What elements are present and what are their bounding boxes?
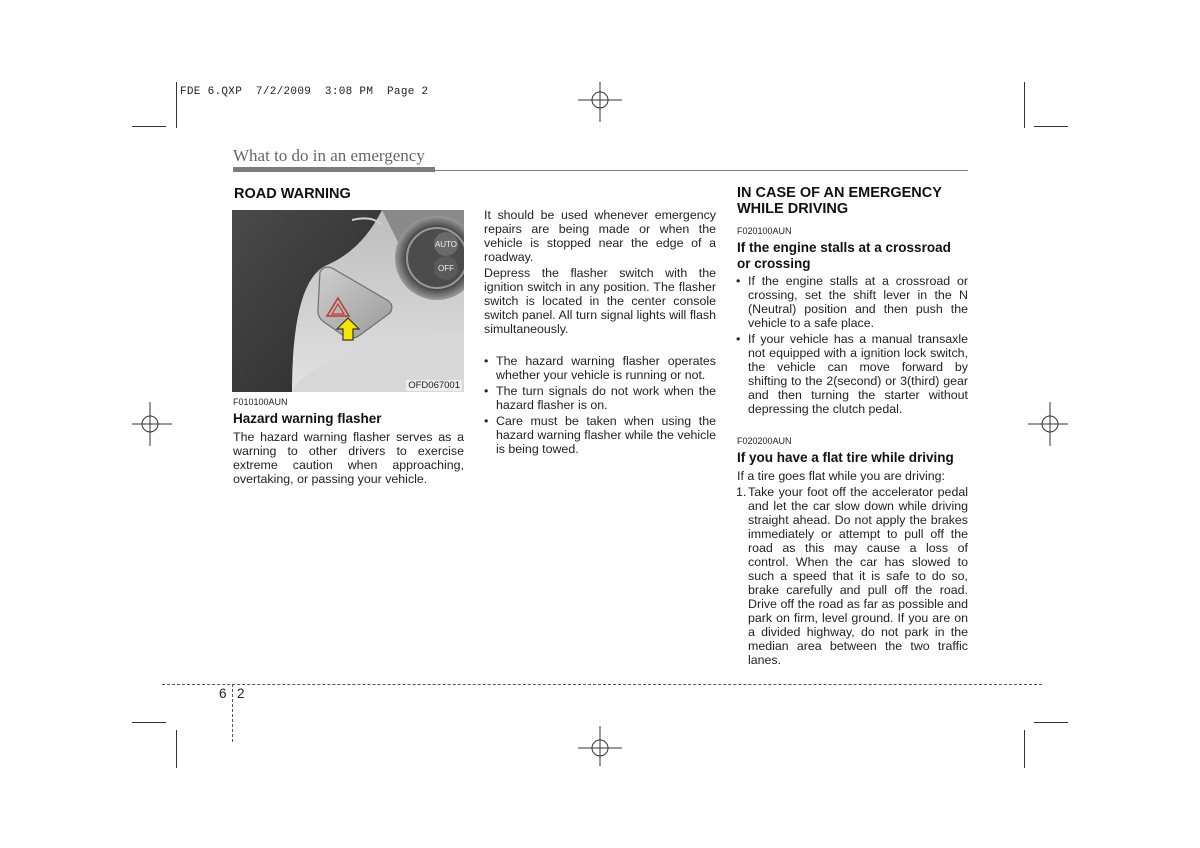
flat-tire-steps [736, 485, 968, 667]
road-warning-heading: ROAD WARNING [234, 186, 351, 202]
registration-mark-icon [1028, 402, 1072, 446]
hazard-switch-photo [232, 210, 464, 392]
hazard-switch-illustration [232, 210, 464, 392]
crop-mark [132, 722, 166, 723]
list-item: • The hazard warning flasher operates whether your vehicle is running or not. [484, 354, 716, 382]
hazard-flasher-paragraph: The hazard warning flasher serves as a warning to other drivers to exercise extreme caution when approaching, overtaking, or passing your vehicle. [233, 430, 464, 486]
list-item [736, 485, 968, 667]
crop-mark [176, 82, 177, 128]
engine-stalls-heading [737, 240, 951, 272]
crop-mark [1024, 82, 1025, 128]
crop-mark [1034, 126, 1068, 127]
list-item: • Care must be taken when using the hazard warning flasher while the vehicle is being towed. [484, 414, 716, 456]
image-code: OFD067001 [408, 380, 460, 391]
section-code: F010100AUN [233, 397, 288, 407]
crop-mark [1034, 722, 1068, 723]
emergency-usage-paragraph: It should be used whenever emergency repairs are being made or when the vehicle is stopped near the edge of a roadway. [484, 208, 716, 264]
chapter-number: 6 [219, 686, 227, 701]
list-item: • The turn signals do not work when the hazard flasher is on. [484, 384, 716, 412]
page-number: 2 [237, 686, 245, 701]
crop-mark [1024, 730, 1025, 768]
auto-button-label: AUTO [434, 240, 458, 249]
header-bar [233, 167, 435, 172]
footer-rule [162, 684, 1042, 685]
step-text: Take your foot off the accelerator pedal and let the car slow down while driving straight ahead. Do not apply the brakes immediately or attempt to pull off the road as this may cause a loss of control. When the car has slowed to such a speed that it is safe to do so, brake carefully and pull off the road. Drive off the road as far as possible and park on firm, level ground. If you are on a divided highway, do not park in the median area between the two traffic lanes. [748, 485, 968, 667]
print-slug: FDE 6.QXP 7/2/2009 3:08 PM Page 2 [180, 86, 429, 98]
registration-mark-icon [128, 402, 172, 446]
list-item: • If the engine stalls at a crossroad or crossing, set the shift lever in the N (Neutral) position and then push the vehicle to a safe place. [736, 274, 968, 330]
flat-tire-intro: If a tire goes flat while you are driving: [737, 469, 945, 483]
engine-stalls-heading-line2: or crossing [737, 256, 811, 271]
hazard-flasher-heading: Hazard warning flasher [233, 411, 382, 426]
step-number: 1. [736, 485, 747, 499]
emergency-heading [737, 185, 942, 217]
list-item: • If your vehicle has a manual transaxle not equipped with a ignition lock switch, the vehicle can move forward by shifting to the 2(second) or 3(third) gear and then turning the starter without depressing the clutch pedal. [736, 332, 968, 416]
section-title: What to do in an emergency [233, 146, 425, 165]
engine-stalls-heading-line1: If the engine stalls at a crossroad [737, 240, 951, 255]
crop-mark [132, 126, 166, 127]
registration-mark-icon [578, 726, 622, 770]
registration-mark-icon [578, 78, 622, 122]
footer-divider [232, 684, 233, 742]
section-code: F020100AUN [737, 226, 792, 236]
emergency-heading-line1: IN CASE OF AN EMERGENCY [737, 185, 942, 201]
emergency-heading-line2: WHILE DRIVING [737, 201, 849, 217]
flat-tire-heading: If you have a flat tire while driving [737, 450, 954, 465]
section-code: F020200AUN [737, 436, 792, 446]
flasher-switch-paragraph: Depress the flasher switch with the ignition switch in any position. The flasher switch is located in the center console switch panel. All turn signal lights will flash simultaneously. [484, 266, 716, 336]
off-button-label: OFF [438, 264, 454, 273]
crop-mark [176, 730, 177, 768]
hazard-notes-list [484, 354, 716, 458]
engine-stalls-list [736, 274, 968, 418]
